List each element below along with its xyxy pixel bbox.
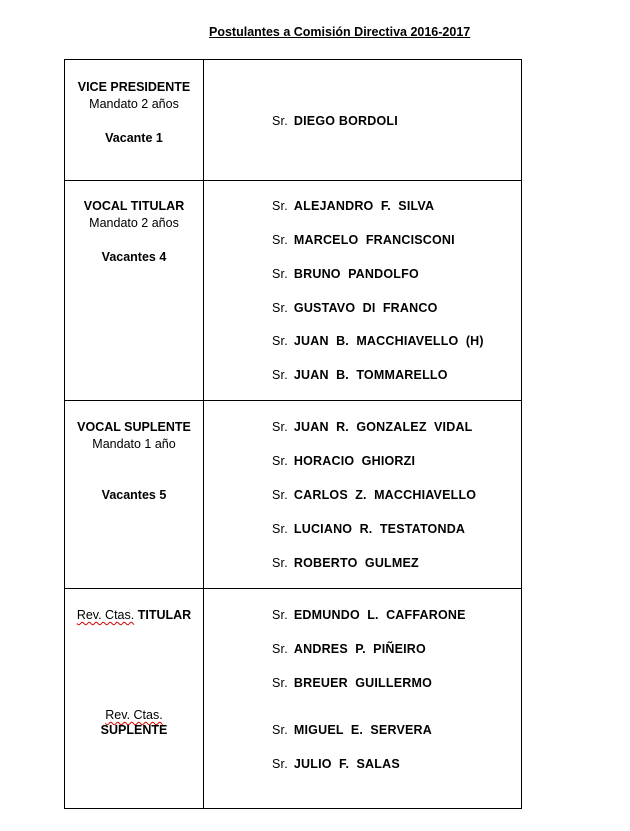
role-label: VICE PRESIDENTE [77,80,191,94]
candidate-title: Sr. [272,420,288,434]
candidate-name: ALEJANDRO F. SILVA [293,199,435,213]
candidate-row [272,675,432,692]
candidate-row [272,333,484,350]
candidate-row [272,641,426,658]
candidate-title: Sr. [272,676,288,690]
candidate-title: Sr. [272,608,288,622]
term-label: Mandato 2 años [89,216,179,230]
candidate-title: Sr. [272,301,288,315]
candidate-title: Sr. [272,233,288,247]
role-cell [64,198,204,266]
role-label: VOCAL TITULAR [83,199,185,213]
candidate-title: Sr. [272,267,288,281]
role-cell [64,419,204,504]
candidate-name: GUSTAVO DI FRANCO [293,301,438,315]
candidate-row [272,367,448,384]
candidate-title: Sr. [272,199,288,213]
vacancies-label: Vacantes 5 [101,488,167,502]
row-divider [64,588,522,589]
candidate-title: Sr. [272,522,288,536]
candidate-name: JUAN B. MACCHIAVELLO (H) [293,334,484,348]
candidate-row [272,521,465,538]
candidate-row [272,232,455,249]
candidate-name: DIEGO BORDOLI [293,114,398,128]
candidate-name: MARCELO FRANCISCONI [293,233,455,247]
candidate-name: JULIO F. SALAS [293,757,400,771]
candidate-row [272,607,466,624]
candidate-name: LUCIANO R. TESTATONDA [293,522,466,536]
row-divider [64,180,522,181]
candidate-title: Sr. [272,334,288,348]
candidate-name: ANDRES P. PIÑEIRO [293,642,426,656]
candidate-name: ROBERTO GULMEZ [293,556,419,570]
candidate-title: Sr. [272,723,288,737]
candidate-title: Sr. [272,488,288,502]
candidate-row [272,300,438,317]
role-label: SUPLENTE [100,723,168,737]
candidate-row [272,113,398,130]
role-cell [64,607,204,624]
candidate-title: Sr. [272,642,288,656]
candidate-name: JUAN B. TOMMARELLO [293,368,448,382]
role-cell [64,79,204,147]
candidate-row [272,722,432,739]
role-label: VOCAL SUPLENTE [77,420,191,434]
term-label: Mandato 1 año [92,437,176,451]
candidate-row [272,266,419,283]
candidate-name: BREUER GUILLERMO [293,676,433,690]
candidate-name: JUAN R. GONZALEZ VIDAL [293,420,473,434]
role-prefix-text: Rev. Ctas. [76,608,135,622]
candidate-row [272,198,434,215]
term-label: Mandato 2 años [89,97,179,111]
role-prefix-text: Rev. Ctas. [105,708,163,722]
candidate-name: CARLOS Z. MACCHIAVELLO [293,488,477,502]
vacancies-label: Vacante 1 [105,131,163,145]
candidate-row [272,453,415,470]
candidate-title: Sr. [272,757,288,771]
candidate-name: EDMUNDO L. CAFFARONE [293,608,466,622]
page-title: Postulantes a Comisión Directiva 2016-2017 [209,25,471,39]
candidate-title: Sr. [272,368,288,382]
row-divider [64,400,522,401]
candidate-row [272,487,476,504]
candidate-row [272,555,419,572]
role-label: TITULAR [137,608,192,622]
candidate-title: Sr. [272,454,288,468]
vacancies-label: Vacantes 4 [101,250,167,264]
candidate-name: BRUNO PANDOLFO [293,267,419,281]
role-cell [64,708,204,738]
candidate-row [272,756,400,773]
candidate-title: Sr. [272,556,288,570]
candidate-name: HORACIO GHIORZI [293,454,416,468]
candidate-row [272,419,473,436]
candidate-title: Sr. [272,114,288,128]
role-prefix [77,608,134,622]
candidate-name: MIGUEL E. SERVERA [293,723,432,737]
